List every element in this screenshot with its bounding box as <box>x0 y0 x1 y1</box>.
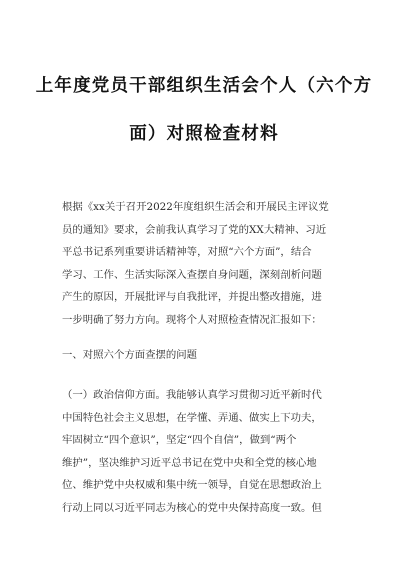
section-paragraph-line: 维护”，坚决维护习近平总书记在党中央和全党的核心地 <box>62 456 317 469</box>
intro-paragraph <box>62 196 362 331</box>
section-paragraph-line: 位、维护党中央权威和集中统一领导，自觉在思想政治上 <box>62 479 322 491</box>
section-paragraph <box>62 384 362 519</box>
intro-paragraph-line: 一步明确了努力方向。现将个人对照检查情况汇报如下： <box>62 313 322 326</box>
intro-paragraph-line: 学习、工作、生活实际深入查摆自身问题，深刻剖析问题 <box>62 268 322 281</box>
intro-paragraph-line: 平总书记系列重要讲话精神等，对照“六个方面”，结合 <box>62 246 312 258</box>
section-heading: 一、对照六个方面查摆的问题 <box>62 349 198 361</box>
section-paragraph-line: 牢固树立“四个意识”，坚定“四个自信”，做到“两个 <box>62 434 297 446</box>
section-paragraph-line: 行动上同以习近平同志为核心的党中央保持高度一致。但 <box>62 501 322 514</box>
intro-paragraph-line: 员的通知》要求，会前我认真学习了党的XX大精神、习近 <box>62 223 327 236</box>
intro-paragraph-line: 产生的原因，开展批评与自我批评，并提出整改措施，进 <box>62 291 322 303</box>
section-paragraph-line: 中国特色社会主义思想，在学懂、弄通、做实上下功夫， <box>62 411 322 424</box>
intro-paragraph-line: 根据《xx关于召开2022年度组织生活会和开展民主评议党 <box>62 201 329 213</box>
document-title-line-1: 上年度党员干部组织生活会个人（六个方 <box>35 76 373 96</box>
document-title-line-2: 面）对照检查材料 <box>129 124 279 144</box>
section-paragraph-line: （一）政治信仰方面。我能够认真学习贯彻习近平新时代 <box>62 389 322 401</box>
